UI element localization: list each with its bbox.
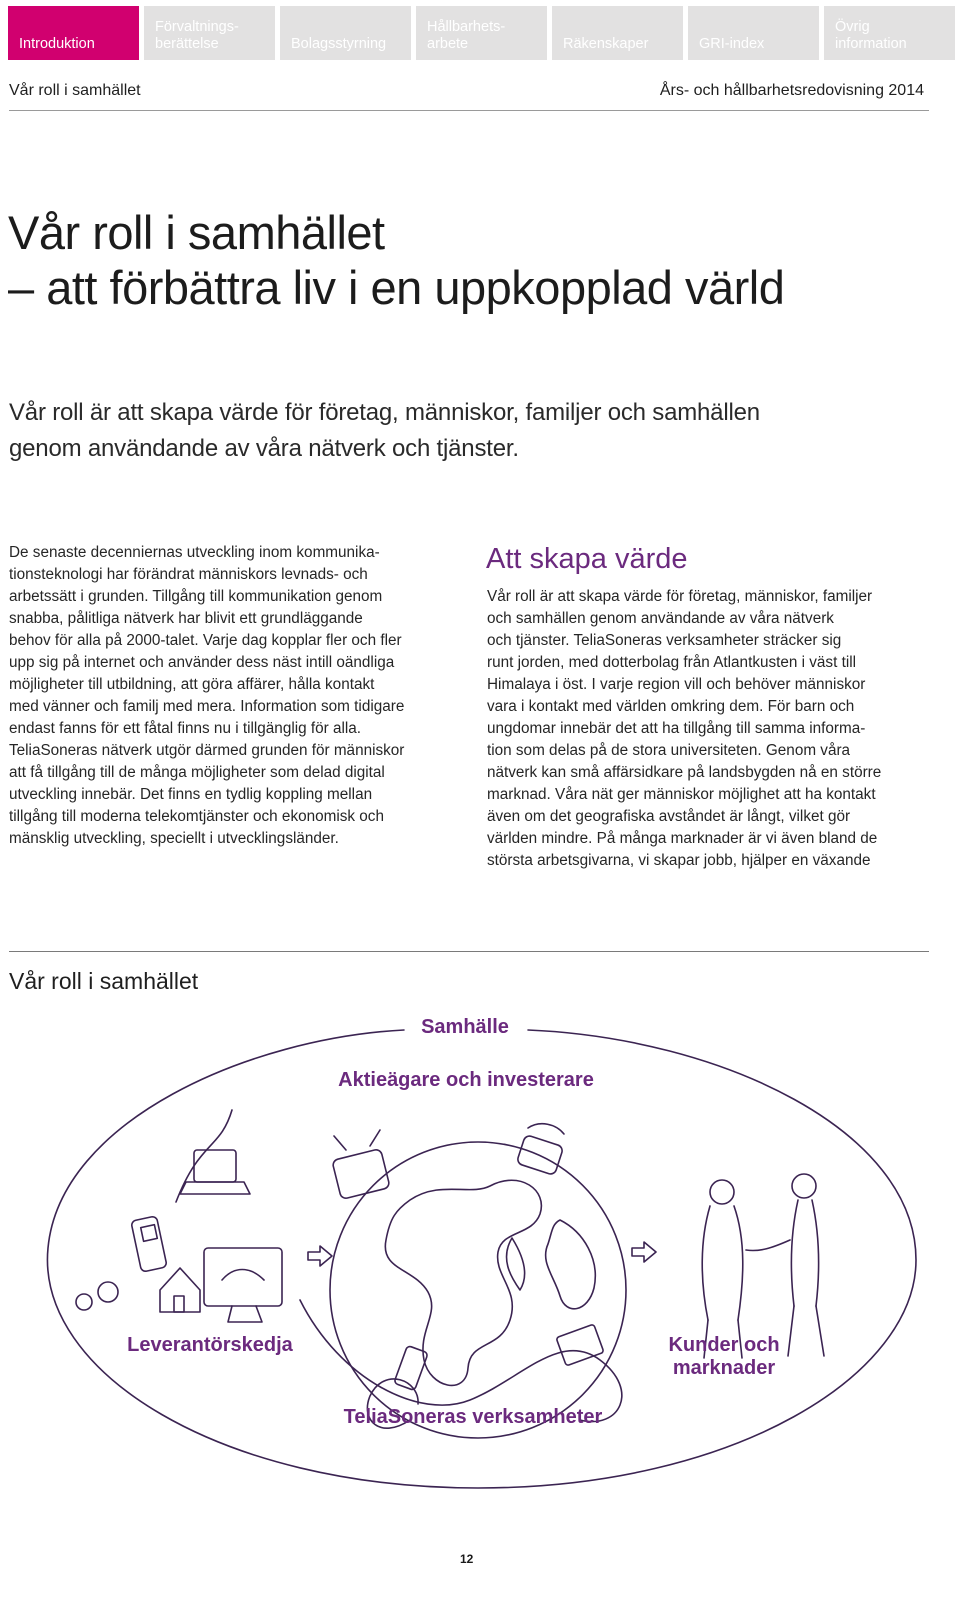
label-customers-line: Kunder och xyxy=(668,1334,780,1356)
text-line: tillgång till moderna telekomtjänster och ekonomisk och xyxy=(9,808,384,825)
text-line: även om det geografiska avståndet är långt, vilket gör xyxy=(487,808,851,825)
text-line: och tjänster. TeliaSoneras verksamheter sträcker sig xyxy=(487,632,842,649)
text-line: vara i kontakt med världen omkring dem. För barn och xyxy=(487,698,855,715)
text-line: med vänner och familj med mera. Information som tidigare xyxy=(9,698,405,715)
section-tabs xyxy=(8,6,958,60)
text-line: Vår roll är att skapa värde för företag, människor, familjer xyxy=(487,588,873,605)
value-paragraph xyxy=(487,586,937,872)
lead-line: Vår roll är att skapa värde för företag, människor, familjer och samhällen xyxy=(9,399,760,426)
section-breadcrumb: Vår roll i samhället xyxy=(9,82,141,99)
text-line: möjligheter till utbildning, att göra affärer, hålla kontakt xyxy=(9,676,375,693)
tab-introduktion[interactable] xyxy=(8,6,139,60)
text-line: att få tillgång till de många möjligheter som delad digital xyxy=(9,764,385,781)
tab-label: Förvaltnings- berättelse xyxy=(155,19,239,52)
ball-icon xyxy=(76,1294,92,1310)
label-customers xyxy=(642,1334,806,1380)
text-line: tionsteknologi har förändrat människors levnads- och xyxy=(9,566,368,583)
label-society: Samhälle xyxy=(421,1016,509,1038)
society-diagram xyxy=(0,1000,960,1500)
tab-label: Övrig information xyxy=(835,19,907,52)
continent-icon xyxy=(546,1220,596,1309)
page-number: 12 xyxy=(460,1552,474,1566)
text-line: TeliaSoneras nätverk utgör därmed grunden för människor xyxy=(9,742,405,759)
people-icon xyxy=(702,1174,824,1358)
text-line: runt jorden, med dotterbolag från Atlantkusten i väst till xyxy=(487,654,857,671)
mobile-phone-icon xyxy=(131,1216,167,1272)
tab-ovrig-information[interactable] xyxy=(824,6,955,60)
tab-label: Hållbarhets- arbete xyxy=(427,19,506,52)
tab-label: GRI-index xyxy=(699,35,765,52)
laptop-icon xyxy=(556,1324,604,1366)
text-line: tion som delas på de stora universiteten. Genom våra xyxy=(487,742,851,759)
text-line: världen mindre. På många marknader är vi även bland de xyxy=(487,830,878,847)
intro-paragraph xyxy=(9,542,464,850)
text-line: endast fanns för ett fåtal finns nu i tillgänglig för alla. xyxy=(9,720,362,737)
text-line: mänsklig utveckling, speciellt i utvecklingsländer. xyxy=(9,830,339,847)
label-supply-chain: Leverantörskedja xyxy=(127,1334,293,1356)
text-line: Himalaya i öst. I varje region vill och behöver människor xyxy=(487,676,866,693)
label-customers-line: marknader xyxy=(672,1357,776,1379)
text-line: största arbetsgivarna, vi skapar jobb, hjälper en växande xyxy=(487,852,871,869)
text-line: behov för alla på 2000-talet. Varje dag kopplar fler och fler xyxy=(9,632,402,649)
text-line: marknad. Våra nät ger människor möjlighet att ha kontakt xyxy=(487,786,876,803)
house-icon xyxy=(160,1268,200,1312)
tab-forvaltningsberattelse[interactable] xyxy=(144,6,275,60)
arrow-right-icon xyxy=(632,1242,656,1262)
page-title-line: – att förbättra liv i en uppkopplad värld xyxy=(8,261,785,314)
text-line: arbetssätt i grunden. Tillgång till kommunikation genom xyxy=(9,588,383,605)
text-line: och samhällen genom användande av våra nätverk xyxy=(487,610,834,627)
tab-rakenskaper[interactable] xyxy=(552,6,683,60)
tab-bolagsstyrning[interactable] xyxy=(280,6,411,60)
tab-label: Introduktion xyxy=(19,35,95,52)
diagram-title: Vår roll i samhället xyxy=(9,968,199,994)
page-title xyxy=(8,205,784,315)
monitor-icon xyxy=(204,1248,282,1322)
text-line: upp sig på internet och använder dess näst intill oändliga xyxy=(9,654,395,671)
text-line: snabba, pålitliga nätverk har blivit ett grundläggande xyxy=(9,610,363,627)
continent-icon xyxy=(385,1180,541,1385)
arrow-right-icon xyxy=(308,1246,332,1266)
connection-line xyxy=(176,1110,232,1202)
label-operations: TeliaSoneras verksamheter xyxy=(343,1406,603,1428)
lead-paragraph xyxy=(9,395,909,467)
text-line: utveckling innebär. Det finns en tydlig koppling mellan xyxy=(9,786,373,803)
section-heading: Att skapa värde xyxy=(486,543,688,575)
diagram-divider xyxy=(9,951,929,952)
lead-line: genom användande av våra nätverk och tjänster. xyxy=(9,435,519,462)
report-title: Års- och hållbarhetsredovisning 2014 xyxy=(659,82,924,99)
tab-hallbarhetsarbete[interactable] xyxy=(416,6,547,60)
tab-gri-index[interactable] xyxy=(688,6,819,60)
flower-icon xyxy=(98,1282,118,1302)
tab-label: Bolagsstyrning xyxy=(291,35,387,52)
header-divider xyxy=(9,110,929,111)
text-line: De senaste decenniernas utveckling inom kommunika- xyxy=(9,544,380,561)
page-title-line: Vår roll i samhället xyxy=(8,206,385,259)
tab-label: Räkenskaper xyxy=(563,35,649,52)
globe-icon xyxy=(330,1142,626,1438)
text-line: ungdomar innebär det att ha tillgång till samma informa- xyxy=(487,720,866,737)
text-line: nätverk kan små affärsidkare på landsbygden nå en större xyxy=(487,764,882,781)
tv-icon xyxy=(332,1130,390,1199)
rocket-icon xyxy=(507,1238,525,1290)
label-shareholders: Aktieägare och investerare xyxy=(338,1069,594,1091)
